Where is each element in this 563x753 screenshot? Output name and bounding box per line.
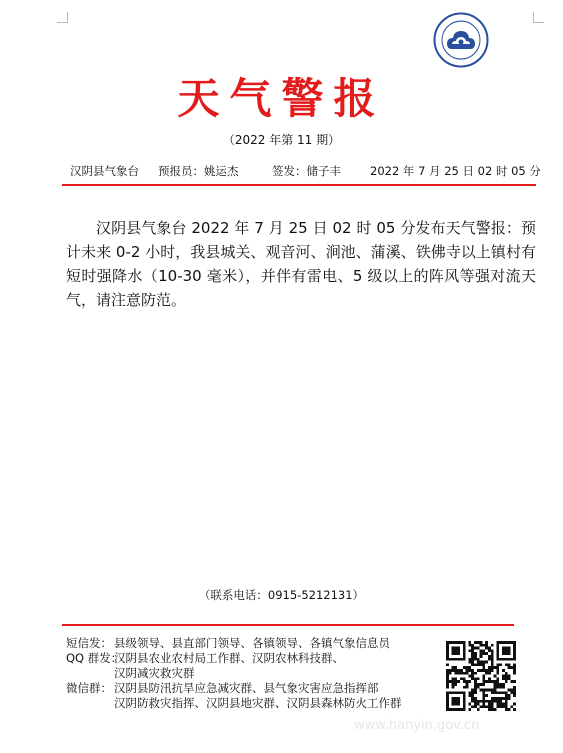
- issuing-office: 汉阴县气象台: [70, 164, 139, 178]
- sms-recipients: 县级领导、县直部门领导、各镇领导、各镇气象信息员: [114, 636, 390, 650]
- sms-label: 短信发：: [66, 636, 112, 650]
- qq-distribution-cont: [66, 666, 402, 681]
- watermark: www.hanyin.gov.cn: [354, 718, 480, 733]
- indent-spacer: [66, 696, 114, 711]
- china-meteorological-logo-icon: [433, 12, 489, 68]
- forecaster: 预报员：姚运杰: [158, 164, 239, 178]
- wechat-label: 微信群：: [66, 681, 112, 695]
- qq-label: QQ 群发：: [66, 651, 123, 665]
- wechat-recipients-1: 汉阴县防汛抗旱应急减灾群、县气象灾害应急指挥部: [114, 681, 379, 695]
- wechat-distribution-cont: [66, 696, 402, 711]
- page-corner-mark: [57, 12, 68, 23]
- bulletin-title: 天气警报: [177, 74, 386, 123]
- warning-body: 汉阴县气象台 2022 年 7 月 25 日 02 时 05 分发布天气警报：预计未来 0-2 小时，我县城关、观音河、涧池、蒲溪、铁佛寺以上镇村有短时强降水（10-30 毫米），并伴有雷电、5 级以上的阵风等强对流天气，请注意防范。: [66, 219, 536, 309]
- wechat-recipients-2: 汉阴防救灾指挥、汉阴县地灾群、汉阴县森林防火工作群: [114, 696, 402, 710]
- issue-datetime: 2022 年 7 月 25 日 02 时 05 分: [370, 164, 541, 178]
- qq-distribution: [66, 651, 402, 666]
- header-divider: [62, 184, 536, 186]
- issue-number: （2022 年第 11 期）: [222, 133, 341, 147]
- qr-code-icon[interactable]: [446, 641, 516, 711]
- contact-phone: （联系电话：0915-5212131）: [198, 588, 365, 602]
- sms-distribution: [66, 636, 402, 651]
- footer-divider: [62, 624, 514, 626]
- indent-spacer: [66, 666, 114, 681]
- wechat-distribution: [66, 681, 402, 696]
- qq-recipients-1: 汉阴县农业农村局工作群、汉阴农林科技群、: [114, 651, 344, 665]
- signer: 签发：储子丰: [272, 164, 341, 178]
- page-corner-mark: [533, 12, 544, 23]
- qq-recipients-2: 汉阴减灾救灾群: [114, 666, 195, 680]
- distribution-list: [66, 636, 402, 711]
